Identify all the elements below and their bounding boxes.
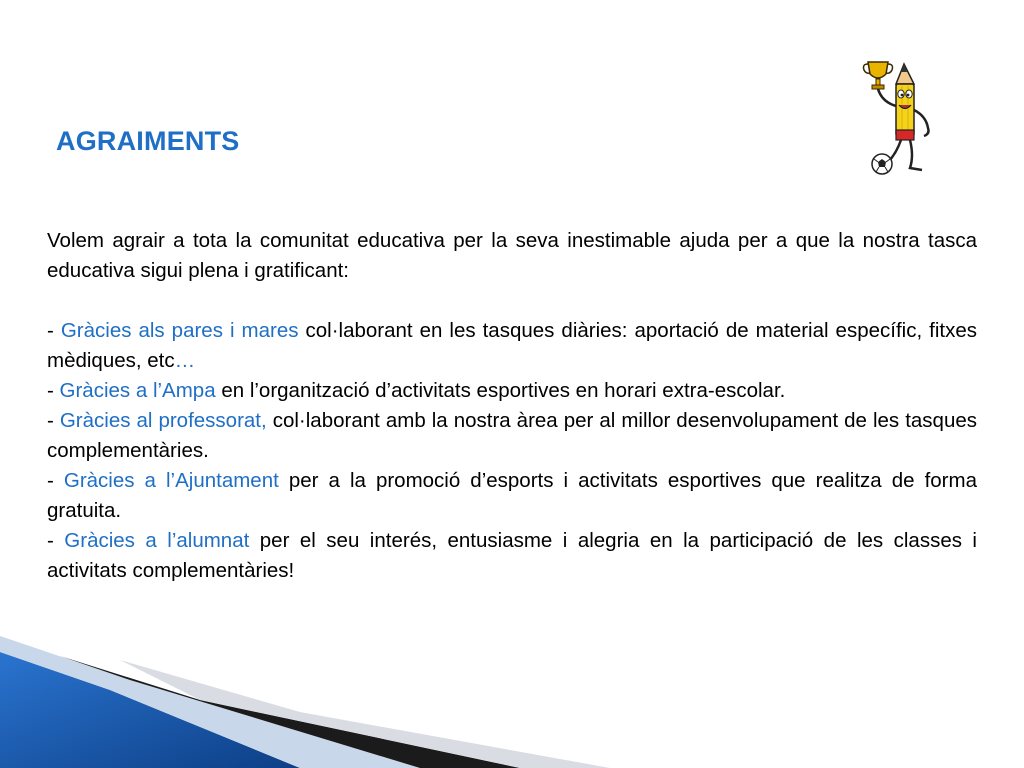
dash: - — [47, 469, 64, 492]
exclamation: ! — [288, 559, 295, 582]
item-text: per a la promoció d’esports i activitats esportives que realitza de forma gratuita. — [47, 469, 977, 522]
corner-light-band — [0, 636, 420, 768]
dash: - — [47, 379, 60, 402]
dash: - — [47, 409, 60, 432]
list-item-teachers — [47, 406, 977, 466]
slide-body — [47, 226, 977, 586]
trophy-icon — [864, 62, 893, 89]
highlight-text: Gràcies a l’Ajuntament — [63, 469, 279, 492]
item-text: col·laborant en les tasques diàries: aportació de material específic, fitxes mèdiques, etc — [47, 319, 977, 372]
dash: - — [47, 319, 61, 342]
football-icon — [872, 154, 892, 174]
slide-title: AGRAIMENTS — [56, 126, 240, 156]
pencil-mascot-icon — [862, 50, 944, 178]
intro-paragraph: Volem agrair a tota la comunitat educativa per la seva inestimable ajuda per a que la nostra tasca educativa sigui plena i gratificant: — [47, 229, 977, 282]
corner-dark-band — [60, 656, 520, 768]
list-item-parents — [47, 316, 977, 376]
ellipsis: … — [174, 349, 196, 372]
list-item-council — [47, 466, 977, 526]
corner-gray-band — [120, 660, 610, 768]
highlight-text: Gràcies al professorat, — [59, 409, 267, 432]
item-text: per el seu interés, entusiasme i alegria en la participació de les classes i activitats complementàries — [47, 529, 977, 582]
highlight-text: Gràcies als pares i mares — [60, 319, 299, 342]
dash: - — [47, 529, 65, 552]
highlight-text: Gràcies a l’alumnat — [64, 529, 250, 552]
list-item-students — [47, 526, 977, 586]
list-item-ampa — [47, 376, 977, 406]
highlight-text: Gràcies a l’Ampa — [59, 379, 216, 402]
corner-blue-band — [0, 652, 300, 768]
item-text: en l’organització d’activitats esportives en horari extra-escolar. — [215, 379, 786, 402]
item-text: col·laborant amb la nostra àrea per al millor desenvolupament de les tasques complementàries. — [47, 409, 977, 462]
